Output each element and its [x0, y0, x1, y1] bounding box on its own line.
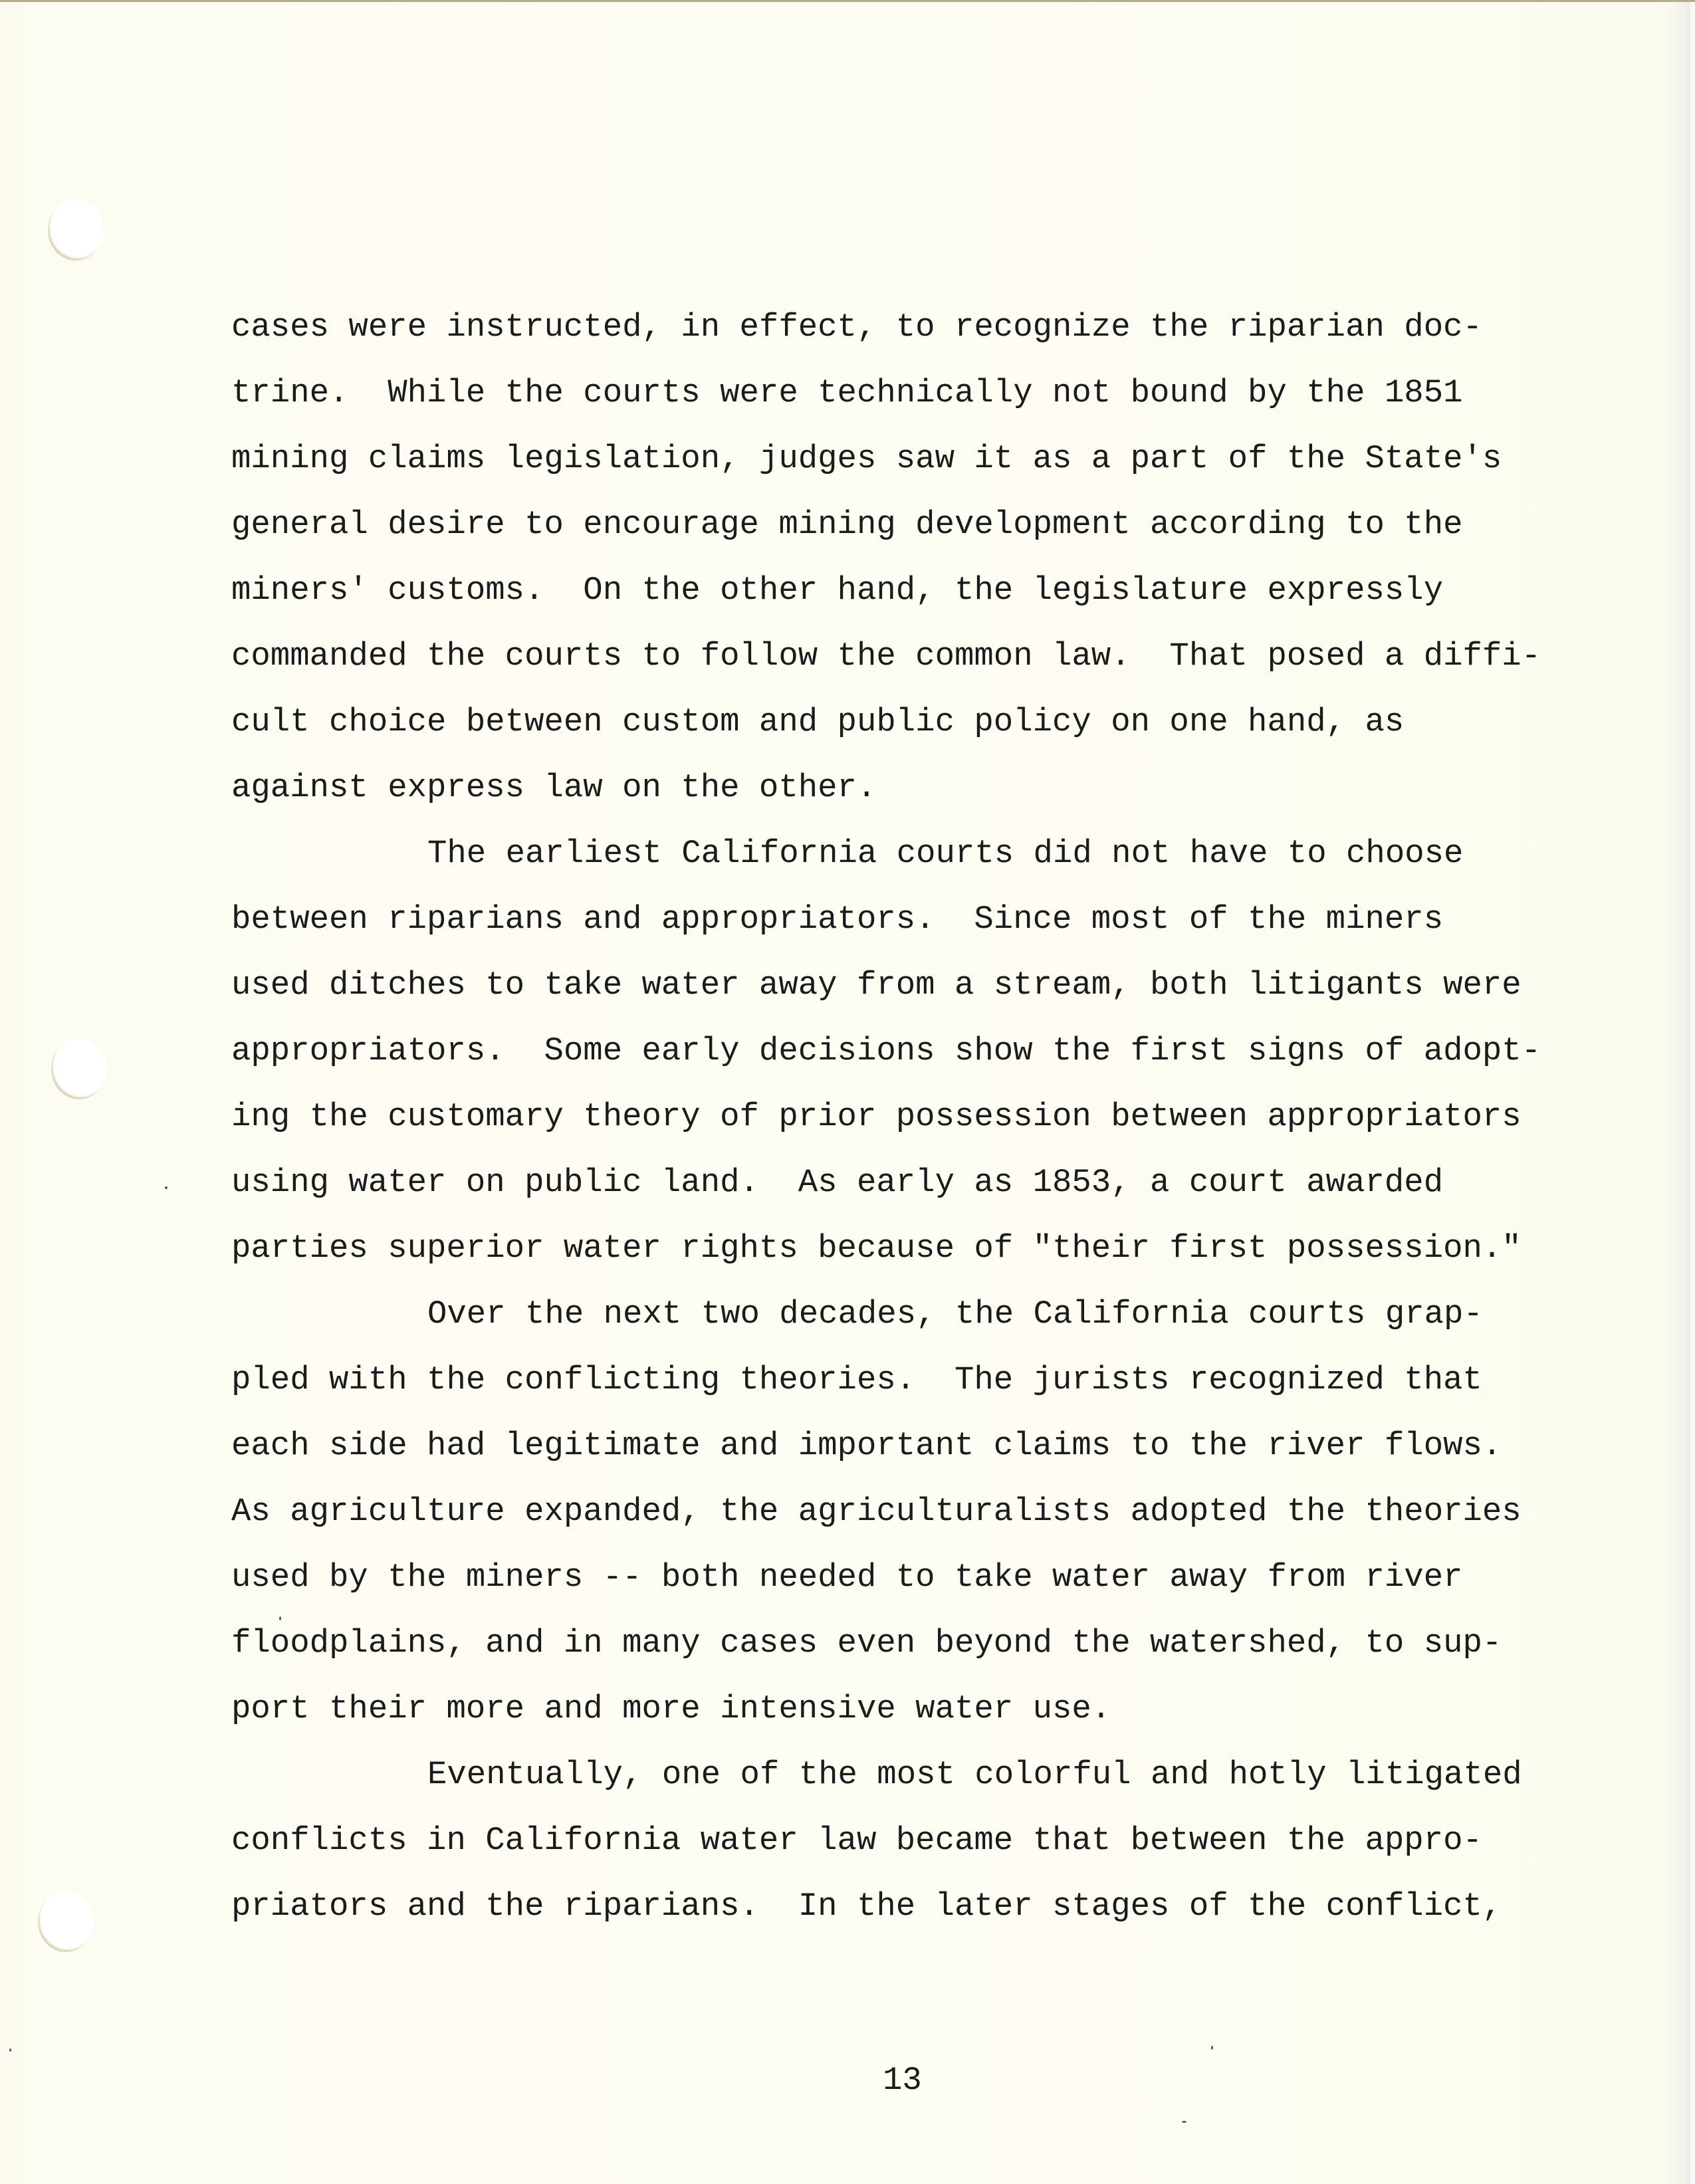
paper-speck: [279, 1616, 281, 1620]
paragraph-first-line: Eventually, one of the most colorful and hotly litigated: [427, 1756, 1522, 1793]
paper-speck: [165, 1186, 168, 1189]
text-line: general desire to encourage mining development according to the: [231, 506, 1463, 543]
paper-speck: [1211, 2046, 1213, 2050]
text-line: commanded the courts to follow the common law. That posed a diffi-: [231, 637, 1541, 675]
text-line: port their more and more intensive water use.: [231, 1690, 1111, 1727]
text-line: appropriators. Some early decisions show the first signs of adopt-: [231, 1032, 1541, 1069]
punch-hole-icon: [51, 1038, 107, 1099]
punch-hole-icon: [38, 1891, 94, 1952]
text-line: each side had legitimate and important claims to the river flows.: [231, 1427, 1502, 1464]
paragraph-first-line: The earliest California courts did not have to choose: [427, 835, 1464, 872]
text-line: cases were instructed, in effect, to recognize the riparian doc-: [231, 308, 1482, 346]
text-line: trine. While the courts were technically not bound by the 1851: [231, 374, 1463, 411]
punch-hole-icon: [48, 199, 104, 261]
text-line: pled with the conflicting theories. The jurists recognized that: [231, 1361, 1482, 1398]
text-line: conflicts in California water law became that between the appro-: [231, 1822, 1482, 1859]
text-line: ing the customary theory of prior possession between appropriators: [231, 1098, 1522, 1135]
text-line: used ditches to take water away from a stream, both litigants were: [231, 966, 1522, 1004]
text-line: between riparians and appropriators. Since most of the miners: [231, 901, 1444, 938]
page-top-edge: [0, 0, 1695, 2]
text-line: using water on public land. As early as 1853, a court awarded: [231, 1164, 1444, 1201]
page-number: 13: [883, 2062, 922, 2099]
paper-speck: [1182, 2121, 1186, 2123]
text-line: miners' customs. On the other hand, the legislature expressly: [231, 572, 1444, 609]
text-line: priators and the riparians. In the later stages of the conflict,: [231, 1888, 1502, 1925]
paper-speck: [9, 2048, 11, 2052]
text-line: As agriculture expanded, the agriculturalists adopted the theories: [231, 1493, 1522, 1530]
text-line: against express law on the other.: [231, 769, 877, 806]
text-line: used by the miners -- both needed to take water away from river: [231, 1559, 1463, 1596]
paragraph-first-line: Over the next two decades, the California courts grap-: [427, 1295, 1483, 1333]
text-line: cult choice between custom and public policy on one hand, as: [231, 703, 1405, 740]
text-line: mining claims legislation, judges saw it as a part of the State's: [231, 440, 1502, 477]
text-line: parties superior water rights because of "their first possession.": [231, 1230, 1522, 1267]
text-line: floodplains, and in many cases even beyond the watershed, to sup-: [231, 1624, 1502, 1662]
